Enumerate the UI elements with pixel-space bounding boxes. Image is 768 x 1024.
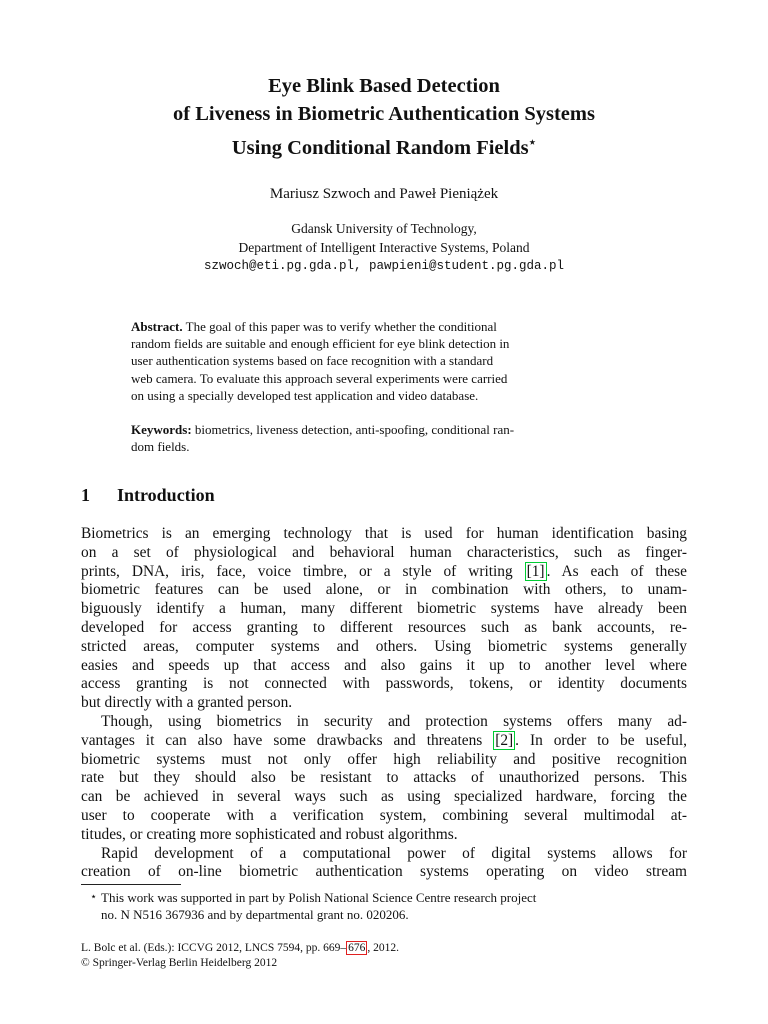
body-line: Rapid development of a computational power of digital systems allows for [101, 844, 687, 862]
body-line: biometric systems must not only offer high reliability and positive recognition [81, 750, 687, 768]
footnote [81, 889, 687, 923]
section-number: 1 [81, 485, 90, 505]
title-line-2: of Liveness in Biometric Authentication Systems [173, 103, 595, 125]
body-line: biometric features can be used alone, or in combination with others, to unam- [81, 581, 687, 599]
section-heading [81, 485, 215, 506]
abstract-line-2: random fields are suitable and enough efficient for eye blink detection in [131, 336, 510, 352]
body-text [81, 525, 687, 882]
paper-title [0, 72, 768, 162]
abstract-line-5: on using a specially developed test application and video database. [131, 387, 479, 403]
body-line: user to cooperate with a verification system, combining several multimodal at- [81, 806, 687, 824]
copyright-line: © Springer-Verlag Berlin Heidelberg 2012 [81, 957, 278, 969]
publication-info [81, 941, 687, 971]
footnote-marker: ⋆ [90, 891, 97, 903]
citation-link-1[interactable]: [1] [526, 562, 545, 580]
body-line: Biometrics is an emerging technology that is used for human identification basing [81, 525, 687, 542]
keywords-label: Keywords: [131, 422, 192, 437]
title-line-1: Eye Blink Based Detection [268, 75, 500, 97]
title-footnote-marker[interactable]: ⋆ [528, 135, 537, 149]
publication-line-1 [81, 941, 687, 956]
body-line: stricted areas, computer systems and others. Using biometric systems generally [81, 637, 687, 655]
body-line: access granting is not connected with passwords, tokens, or identity documents [81, 675, 687, 693]
keywords-text-1: biometrics, liveness detection, anti-spoofing, conditional ran- [191, 422, 515, 437]
abstract-line-4: web camera. To evaluate this approach several experiments were carried [131, 370, 508, 386]
keywords [131, 421, 646, 455]
body-line-text: vantages it can also have some drawbacks and threatens [81, 731, 494, 749]
publication-citation: L. Bolc et al. (Eds.): ICCVG 2012, LNCS 7594, pp. 669– [81, 942, 347, 954]
citation-link-2[interactable]: [2] [495, 731, 514, 749]
publication-year: , 2012. [367, 942, 399, 954]
affiliation-university: Gdansk University of Technology, [291, 221, 477, 236]
body-line: on a set of physiological and behavioral human characteristics, such as finger- [81, 543, 687, 561]
body-line: easies and speeds up that access and also gains it up to another level where [81, 656, 687, 674]
authors: Mariusz Szwoch and Paweł Pieniążek [269, 186, 499, 202]
body-line: rate but they should also be resistant to attacks of unauthorized persons. This [81, 769, 687, 787]
affiliation-department: Department of Intelligent Interactive Systems, Poland [238, 240, 530, 255]
footnote-text-1: This work was supported in part by Polish National Science Centre research project [101, 890, 537, 905]
abstract-text-1: The goal of this paper was to verify whether the conditional [182, 319, 497, 334]
keywords-line-2: dom fields. [131, 439, 190, 455]
body-line: but directly with a granted person. [81, 694, 293, 712]
body-line-text: . In order to be useful, [515, 731, 687, 749]
footnote-line-2: no. N N516 367936 and by departmental grant no. 020206. [101, 907, 409, 922]
body-line: Though, using biometrics in security and protection systems offers many ad- [101, 712, 687, 730]
page-end-link[interactable]: 676 [348, 942, 366, 954]
section-title: Introduction [117, 485, 215, 505]
footnote-line-1 [81, 889, 687, 906]
title-line-3-text: Using Conditional Random Fields [231, 136, 529, 159]
keywords-line-1 [131, 421, 646, 438]
body-line: creation of on-line biometric authentication systems operating on video stream [81, 863, 687, 881]
abstract-line-3: user authentication systems based on face recognition with a standard [131, 353, 494, 369]
body-line [81, 563, 687, 582]
body-line-text: . As each of these [546, 562, 687, 580]
author-emails[interactable]: szwoch@eti.pg.gda.pl, pawpieni@student.pg.gda.pl [203, 259, 565, 273]
body-line [81, 732, 687, 751]
abstract [131, 318, 646, 404]
abstract-line-1 [131, 318, 646, 335]
body-line: developed for access granting to different resources such as bank accounts, re- [81, 618, 687, 636]
body-line: biguously identify a human, many different biometric systems have already been [81, 600, 687, 618]
title-line-3 [0, 128, 768, 162]
body-line: titudes, or creating more sophisticated and robust algorithms. [81, 825, 458, 843]
abstract-label: Abstract. [131, 319, 183, 334]
footnote-rule [81, 884, 181, 885]
affiliation [0, 219, 768, 276]
body-line-text: prints, DNA, iris, face, voice timbre, or a style of writing [81, 562, 525, 580]
body-line: can be achieved in several ways such as using specialized hardware, forcing the [81, 788, 687, 806]
